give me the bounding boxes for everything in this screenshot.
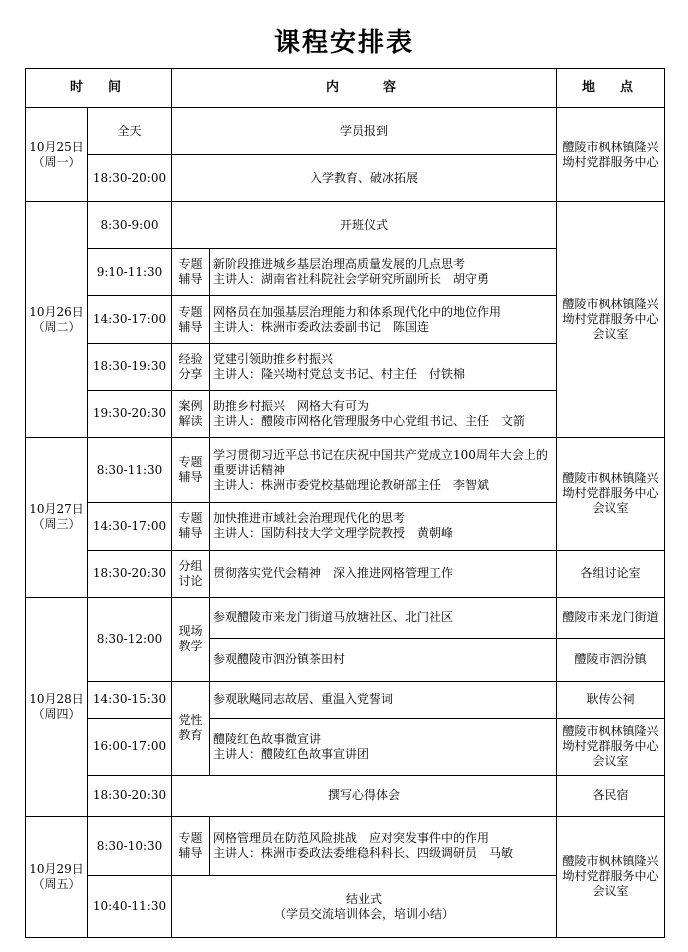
time-cell: 18:30-20:00 bbox=[88, 155, 172, 202]
time-cell: 8:30-10:30 bbox=[88, 816, 172, 875]
session-type-cell: 现场教学 bbox=[172, 597, 210, 681]
session-type-cell: 经验分享 bbox=[172, 343, 210, 390]
content-cell bbox=[210, 437, 557, 503]
content-cell bbox=[172, 876, 557, 938]
session-type-cell: 分组讨论 bbox=[172, 550, 210, 597]
speaker-text: 主讲人：株洲市委政法委维稳科科长、四级调研员 马敏 bbox=[213, 846, 514, 861]
time-cell: 14:30-17:00 bbox=[88, 296, 172, 343]
content-cell bbox=[210, 503, 557, 550]
session-type-cell: 案例解读 bbox=[172, 390, 210, 437]
speaker-text: 主讲人：湖南省社科院社会学研究所副所长 胡守勇 bbox=[213, 272, 490, 287]
date-cell bbox=[26, 816, 88, 937]
time-cell: 19:30-20:30 bbox=[88, 390, 172, 437]
table-row bbox=[26, 550, 665, 597]
topic-text: 网格员在加强基层治理能力和体系现代化中的地位作用 bbox=[213, 304, 502, 319]
speaker-text: 主讲人：隆兴坳村党总支书记、村主任 付铁棉 bbox=[213, 366, 466, 381]
topic-text: 网格管理员在防范风险挑战 应对突发事件中的作用 bbox=[213, 831, 490, 846]
header-content: 内 容 bbox=[172, 69, 557, 108]
date-text: 10月29日 bbox=[29, 861, 84, 876]
table-row bbox=[26, 816, 665, 875]
date-cell bbox=[26, 597, 88, 816]
time-cell: 16:00-17:00 bbox=[88, 718, 172, 775]
table-row bbox=[26, 597, 665, 638]
content-cell bbox=[210, 718, 557, 775]
weekday-text: （周二） bbox=[32, 319, 81, 334]
table-row bbox=[26, 775, 665, 816]
time-cell: 8:30-11:30 bbox=[88, 437, 172, 503]
topic-text: 加快推进市域社会治理现代化的思考 bbox=[213, 511, 406, 526]
place-cell: 醴陵市枫林镇隆兴坳村党群服务中心会议室 bbox=[557, 437, 665, 550]
content-cell: 参观耿飚同志故居、重温入党誓词 bbox=[210, 681, 557, 718]
time-cell: 10:40-11:30 bbox=[88, 876, 172, 938]
schedule-table bbox=[25, 68, 665, 938]
content-cell: 参观醴陵市泗汾镇茶田村 bbox=[210, 638, 557, 681]
time-cell: 14:30-15:30 bbox=[88, 681, 172, 718]
time-cell: 8:30-12:00 bbox=[88, 597, 172, 681]
session-type-cell: 专题辅导 bbox=[172, 816, 210, 875]
content-cell bbox=[210, 816, 557, 875]
date-text: 10月25日 bbox=[29, 139, 84, 154]
date-cell bbox=[26, 107, 88, 201]
speaker-text: 主讲人：株洲市委党校基础理论教研部主任 李智斌 bbox=[213, 477, 490, 492]
place-cell: 耿传公祠 bbox=[557, 681, 665, 718]
table-header-row bbox=[26, 69, 665, 108]
table-row bbox=[26, 437, 665, 503]
place-cell: 醴陵市枫林镇隆兴坳村党群服务中心会议室 bbox=[557, 202, 665, 438]
time-cell: 18:30-20:30 bbox=[88, 775, 172, 816]
session-type-cell: 专题辅导 bbox=[172, 296, 210, 343]
content-cell: 学员报到 bbox=[172, 107, 557, 154]
session-type-cell: 专题辅导 bbox=[172, 437, 210, 503]
content-cell: 撰写心得体会 bbox=[172, 775, 557, 816]
content-cell bbox=[210, 390, 557, 437]
time-cell: 9:10-11:30 bbox=[88, 249, 172, 296]
time-cell: 8:30-9:00 bbox=[88, 202, 172, 249]
table-row bbox=[26, 681, 665, 718]
time-cell: 18:30-20:30 bbox=[88, 550, 172, 597]
weekday-text: （周一） bbox=[32, 154, 81, 169]
speaker-text: 主讲人：株洲市委政法委副书记 陈国连 bbox=[213, 319, 430, 334]
date-text: 10月28日 bbox=[29, 691, 84, 706]
place-cell: 各组讨论室 bbox=[557, 550, 665, 597]
table-row bbox=[26, 202, 665, 249]
table-row bbox=[26, 718, 665, 775]
session-type-cell: 专题辅导 bbox=[172, 503, 210, 550]
date-text: 10月26日 bbox=[29, 304, 84, 319]
content-cell bbox=[210, 249, 557, 296]
content-cell: 开班仪式 bbox=[172, 202, 557, 249]
date-cell bbox=[26, 437, 88, 597]
speaker-text: 主讲人：国防科技大学文理学院教授 黄朝峰 bbox=[213, 526, 454, 541]
date-text: 10月27日 bbox=[29, 502, 84, 517]
content-cell bbox=[210, 343, 557, 390]
header-time: 时 间 bbox=[26, 69, 172, 108]
content-title-text: 结业式 bbox=[346, 891, 383, 906]
content-note-text: （学员交流培训体会，培训小结） bbox=[274, 906, 455, 921]
place-cell: 各民宿 bbox=[557, 775, 665, 816]
date-cell bbox=[26, 202, 88, 438]
table-row bbox=[26, 107, 665, 154]
place-cell: 醴陵市枫林镇隆兴坳村党群服务中心会议室 bbox=[557, 816, 665, 937]
content-cell bbox=[210, 296, 557, 343]
topic-text: 醴陵红色故事微宣讲 bbox=[213, 731, 322, 746]
place-cell: 醴陵市枫林镇隆兴坳村党群服务中心 bbox=[557, 107, 665, 201]
session-type-cell: 党性教育 bbox=[172, 681, 210, 775]
topic-text: 党建引领助推乡村振兴 bbox=[213, 351, 334, 366]
topic-text: 助推乡村振兴 网格大有可为 bbox=[213, 398, 370, 413]
time-cell: 18:30-19:30 bbox=[88, 343, 172, 390]
topic-text: 新阶段推进城乡基层治理高质量发展的几点思考 bbox=[213, 257, 466, 272]
session-type-cell: 专题辅导 bbox=[172, 249, 210, 296]
page-title: 课程安排表 bbox=[273, 28, 414, 58]
place-cell: 醴陵市来龙门街道 bbox=[557, 597, 665, 638]
time-cell: 全天 bbox=[88, 107, 172, 154]
speaker-text: 主讲人：醴陵红色故事宣讲团 bbox=[213, 746, 370, 761]
content-cell: 贯彻落实党代会精神 深入推进网格管理工作 bbox=[210, 550, 557, 597]
weekday-text: （周四） bbox=[32, 706, 81, 721]
content-cell: 入学教育、破冰拓展 bbox=[172, 155, 557, 202]
place-cell: 醴陵市枫林镇隆兴坳村党群服务中心会议室 bbox=[557, 718, 665, 775]
content-cell: 参观醴陵市来龙门街道马放塘社区、北门社区 bbox=[210, 597, 557, 638]
weekday-text: （周五） bbox=[32, 876, 81, 891]
header-place: 地 点 bbox=[557, 69, 665, 108]
topic-text: 学习贯彻习近平总书记在庆祝中国共产党成立100周年大会上的重要讲话精神 bbox=[213, 447, 548, 477]
weekday-text: （周三） bbox=[32, 517, 81, 532]
place-cell: 醴陵市泗汾镇 bbox=[557, 638, 665, 681]
speaker-text: 主讲人：醴陵市网格化管理服务中心党组书记、主任 文箭 bbox=[213, 413, 526, 428]
time-cell: 14:30-17:00 bbox=[88, 503, 172, 550]
